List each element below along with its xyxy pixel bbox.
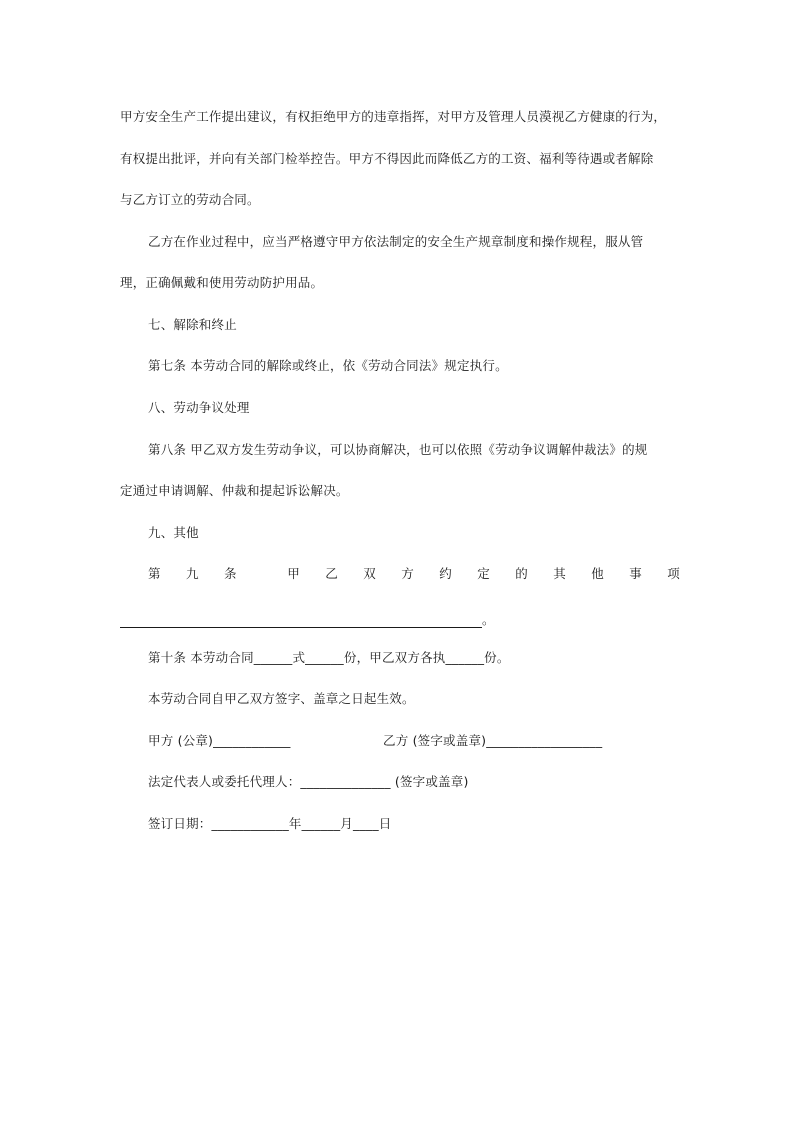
article-9-char: 甲 (287, 566, 300, 581)
article-9-char: 约 (439, 566, 452, 581)
paragraph-line: 甲方安全生产工作提出建议，有权拒绝甲方的违章指挥，对甲方及管理人员漠视乙方健康的行为， (120, 109, 667, 124)
article-9-char: 方 (401, 566, 414, 581)
article-9-char: 事 (629, 566, 642, 581)
legal-representative: 法定代表人或委托代理人：______________ (签字或盖章) (148, 774, 469, 789)
article-9-char: 双 (363, 566, 376, 581)
article-8-line: 第八条 甲乙双方发生劳动争议，可以协商解决，也可以依照《劳动争议调解仲裁法》的规 (148, 442, 648, 457)
paragraph-line: 乙方在作业过程中，应当严格遵守甲方依法制定的安全生产规章制度和操作规程，服从管 (148, 234, 644, 249)
article-8-line: 定通过申请调解、仲裁和提起诉讼解决。 (120, 483, 349, 498)
section-heading-8: 八、劳动争议处理 (148, 400, 250, 415)
article-9-blank-line (120, 610, 495, 628)
section-heading-7: 七、解除和终止 (148, 317, 237, 332)
article-9-spread-line (148, 565, 680, 583)
article-9-char: 九 (186, 566, 199, 581)
paragraph-line: 与乙方订立的劳动合同。 (120, 192, 260, 207)
article-9-end-punctuation: 。 (482, 612, 495, 627)
article-9-char: 乙 (325, 566, 338, 581)
article-9-char: 他 (591, 566, 604, 581)
signing-date: 签订日期：____________年______月____日 (148, 816, 392, 831)
article-7: 第七条 本劳动合同的解除或终止，依《劳动合同法》规定执行。 (148, 358, 508, 373)
section-heading-9: 九、其他 (148, 525, 199, 540)
effective-clause: 本劳动合同自甲乙双方签字、盖章之日起生效。 (148, 691, 415, 706)
party-a-signature: 甲方 (公章)____________ (148, 733, 291, 748)
article-9-char: 项 (667, 566, 680, 581)
article-9-char: 条 (224, 566, 237, 581)
paragraph-line: 理，正确佩戴和使用劳动防护用品。 (120, 275, 324, 290)
article-9-char: 其 (553, 566, 566, 581)
article-10: 第十条 本劳动合同______式______份，甲乙双方各执______份。 (148, 650, 510, 665)
party-b-signature: 乙方 (签字或盖章)__________________ (383, 733, 603, 748)
paragraph-line: 有权提出批评，并向有关部门检举控告。甲方不得因此而降低乙方的工资、福利等待遇或者解除 (120, 151, 654, 166)
article-9-char: 的 (515, 566, 528, 581)
article-9-char: 第 (148, 566, 161, 581)
fill-in-blank (120, 615, 482, 628)
article-9-char: 定 (477, 566, 490, 581)
